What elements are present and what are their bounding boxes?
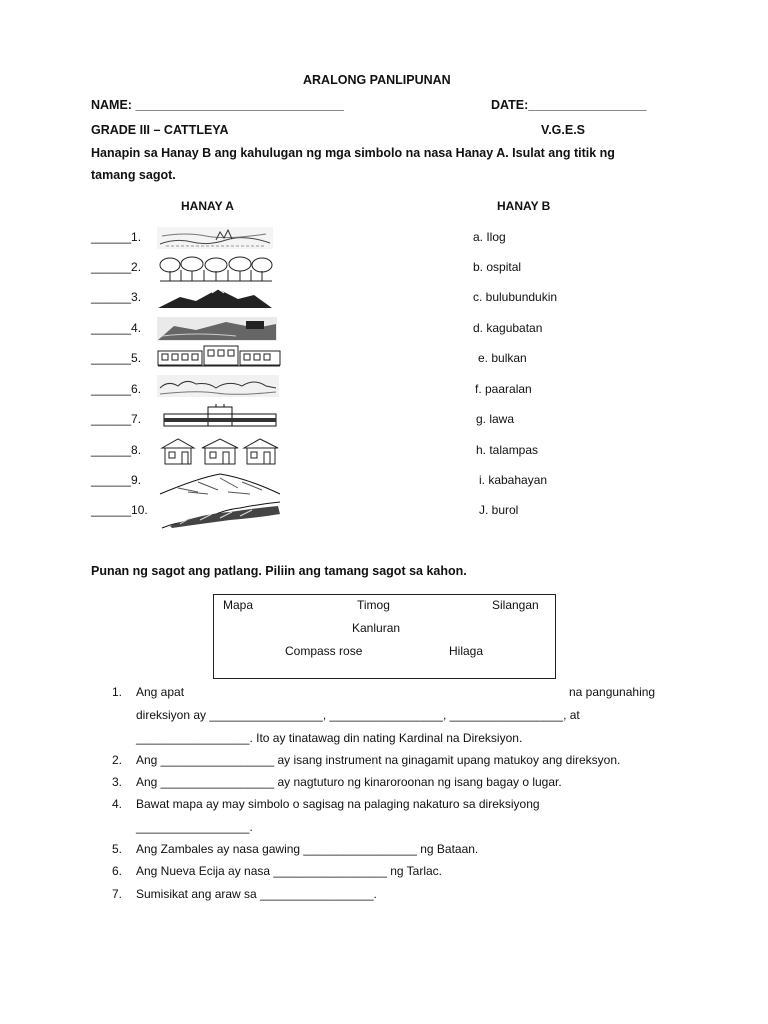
question-4-blank[interactable]: _________________. (136, 820, 253, 834)
instruction-line-1: Hanapin sa Hanay B ang kahulugan ng mga simbolo na nasa Hanay A. Isulat ang titik ng (91, 146, 615, 160)
question-4-text: Bawat mapa ay may simbolo o sagisag na palaging nakaturo sa direksiyong (136, 797, 540, 811)
item-b-a: a. Ilog (473, 230, 506, 244)
item-a-9-label[interactable]: ______9. (91, 473, 142, 487)
item-a-5-label[interactable]: ______5. (91, 351, 142, 365)
date-field[interactable]: DATE:_________________ (491, 98, 647, 112)
question-6-number: 6. (112, 864, 123, 878)
question-5-number: 5. (112, 842, 123, 856)
item-a-4-label[interactable]: ______4. (91, 321, 142, 335)
question-5-text[interactable]: Ang Zambales ay nasa gawing _________________ ng Bataan. (136, 842, 479, 856)
page-title: ARALONG PANLIPUNAN (303, 73, 451, 87)
item-a-10-label[interactable]: ______10. (91, 503, 148, 517)
question-7-number: 7. (112, 887, 123, 901)
item-a-3-label[interactable]: ______3. (91, 290, 142, 304)
item-b-j: J. burol (479, 503, 519, 517)
lake-icon (156, 226, 274, 250)
river-icon (160, 500, 284, 530)
item-a-2-label[interactable]: ______2. (91, 260, 142, 274)
item-b-c: c. bulubundukin (473, 290, 558, 304)
hill-icon (158, 470, 282, 496)
question-1-line-2[interactable]: direksiyon ay _________________, _________________, _________________, at (136, 708, 580, 722)
volcano-icon (156, 316, 278, 342)
item-b-h: h. talampas (476, 443, 539, 457)
question-1-line-1a: Ang apat (136, 685, 185, 699)
item-b-d: d. kagubatan (473, 321, 543, 335)
question-4-number: 4. (112, 797, 123, 811)
word-bank-timog: Timog (357, 598, 390, 612)
town-icon (156, 344, 282, 368)
instruction-line-2: tamang sagot. (91, 168, 176, 182)
word-bank-kanluran: Kanluran (352, 621, 401, 635)
question-1-line-1b: na pangunahing (569, 685, 656, 699)
forest-icon (156, 256, 276, 282)
school-name: V.G.E.S (541, 123, 586, 137)
question-2-text[interactable]: Ang _________________ ay isang instrument na ginagamit upang matukoy ang direksyon. (136, 753, 621, 767)
word-bank-compass-rose: Compass rose (285, 644, 363, 658)
item-a-7-label[interactable]: ______7. (91, 412, 142, 426)
word-bank-silangan: Silangan (492, 598, 539, 612)
item-b-f: f. paaralan (475, 382, 532, 396)
question-1-number: 1. (112, 685, 123, 699)
item-b-b: b. ospital (473, 260, 522, 274)
part2-instruction: Punan ng sagot ang patlang. Piliin ang tamang sagot sa kahon. (91, 564, 467, 578)
grade-section: GRADE III – CATTLEYA (91, 123, 229, 137)
column-a-header: HANAY A (181, 199, 234, 213)
houses-icon (160, 436, 280, 466)
word-bank-hilaga: Hilaga (449, 644, 484, 658)
mountain-range-icon (156, 287, 274, 309)
question-2-number: 2. (112, 753, 123, 767)
question-1-line-3[interactable]: _________________. Ito ay tinatawag din nating Kardinal na Direksiyon. (136, 731, 523, 745)
item-b-g: g. lawa (476, 412, 515, 426)
question-3-number: 3. (112, 775, 123, 789)
item-a-6-label[interactable]: ______6. (91, 382, 142, 396)
word-bank-mapa: Mapa (223, 598, 254, 612)
question-6-text[interactable]: Ang Nueva Ecija ay nasa _________________ ng Tarlac. (136, 864, 443, 878)
column-b-header: HANAY B (497, 199, 551, 213)
name-field[interactable]: NAME: ______________________________ (91, 98, 344, 112)
item-a-8-label[interactable]: ______8. (91, 443, 142, 457)
item-b-i: i. kabahayan (479, 473, 548, 487)
item-b-e: e. bulkan (478, 351, 527, 365)
plateau-icon (156, 374, 280, 398)
item-a-1-label[interactable]: ______1. (91, 230, 142, 244)
question-7-text[interactable]: Sumisikat ang araw sa _________________. (136, 887, 377, 901)
school-icon (160, 404, 280, 430)
question-3-text[interactable]: Ang _________________ ay nagtuturo ng kinaroroonan ng isang bagay o lugar. (136, 775, 562, 789)
